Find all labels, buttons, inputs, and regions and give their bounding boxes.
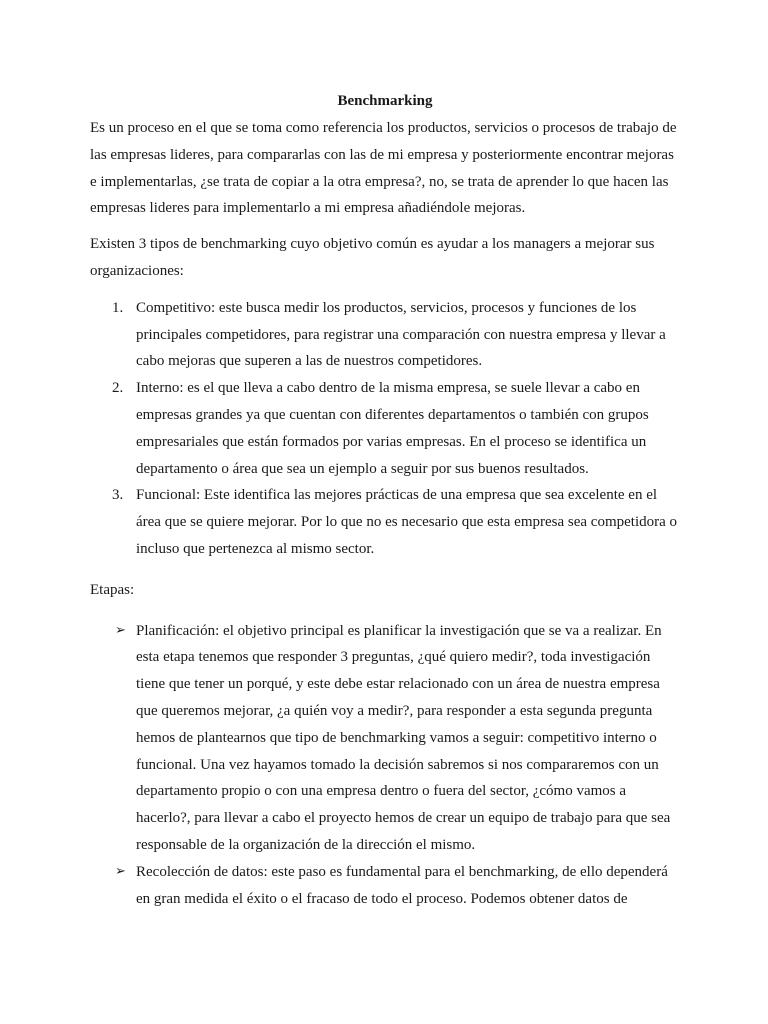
list-number: 1. [112, 299, 124, 316]
list-item [90, 295, 680, 375]
list-number: 2. [112, 380, 124, 397]
stages-heading: Etapas: [90, 581, 135, 598]
list-item [90, 859, 680, 913]
list-item [90, 618, 680, 859]
arrowhead-bullet-icon: ➢ [115, 622, 126, 638]
list-item-text: Recolección de datos: este paso es fundamental para el benchmarking, de ello dependerá en gran medida el éxito o el fracaso de todo el proceso. Podemos obtener datos de [136, 863, 668, 907]
list-item-text: Interno: es el que lleva a cabo dentro de la misma empresa, se suele llevar a cabo en empresas grandes ya que cuentan con diferentes departamentos o también con grupos empresariales que están formados por varias empresas. En el proceso se identifica un departamento o área que sea un ejemplo a seguir por sus buenos resultados. [136, 380, 649, 477]
list-item [90, 482, 680, 562]
benchmarking-types-list [90, 295, 680, 563]
list-item [90, 375, 680, 482]
list-number: 3. [112, 487, 124, 504]
types-intro-paragraph: Existen 3 tipos de benchmarking cuyo objetivo común es ayudar a los managers a mejorar sus organizaciones: [90, 236, 655, 279]
stages-list [90, 618, 680, 913]
arrowhead-bullet-icon: ➢ [115, 863, 126, 879]
list-item-text: Competitivo: este busca medir los productos, servicios, procesos y funciones de los principales competidores, para registrar una comparación con nuestra empresa y llevar a cabo mejoras que superen a las de nuestros competidores. [136, 299, 666, 370]
list-item-text: Funcional: Este identifica las mejores prácticas de una empresa que sea excelente en el área que se quiere mejorar. Por lo que no es necesario que esta empresa sea competidora o incluso que pertenezca al mismo sector. [136, 487, 678, 557]
document-title: Benchmarking [337, 93, 433, 109]
intro-paragraph: Es un proceso en el que se toma como referencia los productos, servicios o procesos de trabajo de las empresas lideres, para compararlas con las de mi empresa y posteriormente encontrar mejoras e implementarlas, ¿se trata de copiar a la otra empresa?, no, se trata de aprender lo que hacen las empresas lideres para implementarlo a mi empresa añadiéndole mejoras. [90, 120, 677, 217]
list-item-text: Planificación: el objetivo principal es planificar la investigación que se va a realizar. En esta etapa tenemos que responder 3 preguntas, ¿qué quiero medir?, toda investigación tiene que tener un porqué, y este debe estar relacionado con un área de nuestra empresa que queremos mejorar, ¿a quién voy a medir?, para responder a esta segunda pregunta hemos de plantearnos que tipo de benchmarking vamos a seguir: competitivo interno o funcional. Una vez hayamos tomado la decisión sabremos si nos compararemos con un departamento propio o con una empresa dentro o fuera del sector, ¿cómo vamos a hacerlo?, para llevar a cabo el proyecto hemos de crear un equipo de trabajo para que sea responsable de la organización de la dirección el mismo. [136, 622, 671, 853]
